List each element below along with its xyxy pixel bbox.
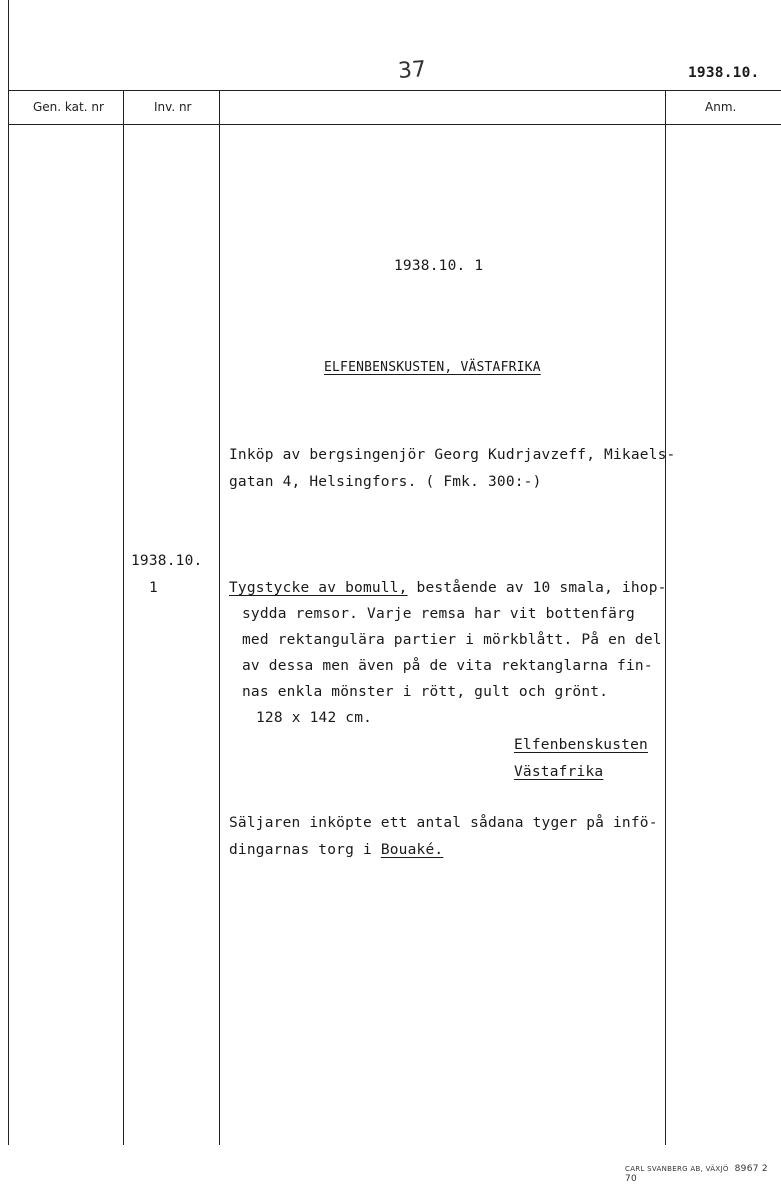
purchase-line-2: gatan 4, Helsingfors. ( Fmk. 300:-) xyxy=(229,474,542,490)
printer-imprint xyxy=(625,1164,781,1184)
item-first-line-rest: bestående av 10 smala, ihop- xyxy=(407,580,667,596)
note-line-2-prefix: dingarnas torg i xyxy=(229,842,381,858)
note-line-1: Säljaren inköpte ett antal sådana tyger på infö- xyxy=(229,815,658,831)
item-line-4: av dessa men även på de vita rektanglarna fin- xyxy=(242,658,653,674)
printer-name: CARL SVANBERG AB, VÄXJÖ xyxy=(625,1165,729,1173)
left-margin-rule xyxy=(8,0,9,1145)
origin-line-1: Elfenbenskusten xyxy=(514,737,648,753)
page-number: 37 xyxy=(397,57,427,84)
item-dimensions: 128 x 142 cm. xyxy=(256,710,373,726)
item-inv-nr: 1938.10. xyxy=(131,553,203,569)
item-first-line xyxy=(229,575,667,601)
column-header-anm: Anm. xyxy=(705,100,737,114)
item-title: Tygstycke av bomull, xyxy=(229,580,408,596)
column-divider-3 xyxy=(665,90,666,1145)
item-inv-nr-suffix: 1 xyxy=(149,580,158,596)
column-divider-2 xyxy=(219,90,220,1145)
purchase-line-1: Inköp av bergsingenjör Georg Kudrjavzeff, Mikaels- xyxy=(229,447,676,463)
column-divider-1 xyxy=(123,90,124,1145)
collection-number: 1938.10. 1 xyxy=(394,258,484,274)
column-header-inv-nr: Inv. nr xyxy=(154,100,192,114)
origin-line-2: Västafrika xyxy=(514,764,604,780)
item-line-2: sydda remsor. Varje remsa har vit bottenfärg xyxy=(242,606,635,622)
column-header-gen-kat-nr: Gen. kat. nr xyxy=(33,100,104,114)
note-place: Bouaké. xyxy=(380,842,444,858)
note-line-2 xyxy=(229,837,443,863)
acquisition-code: 1938.10. xyxy=(688,65,760,81)
region-heading: ELFENBENSKUSTEN, VÄSTAFRIKA xyxy=(324,360,541,375)
item-line-3: med rektangulära partier i mörkblått. På en del xyxy=(242,632,662,648)
form-code: 8967 2 70 xyxy=(625,1164,768,1184)
item-line-5: nas enkla mönster i rött, gult och grönt. xyxy=(242,684,609,700)
